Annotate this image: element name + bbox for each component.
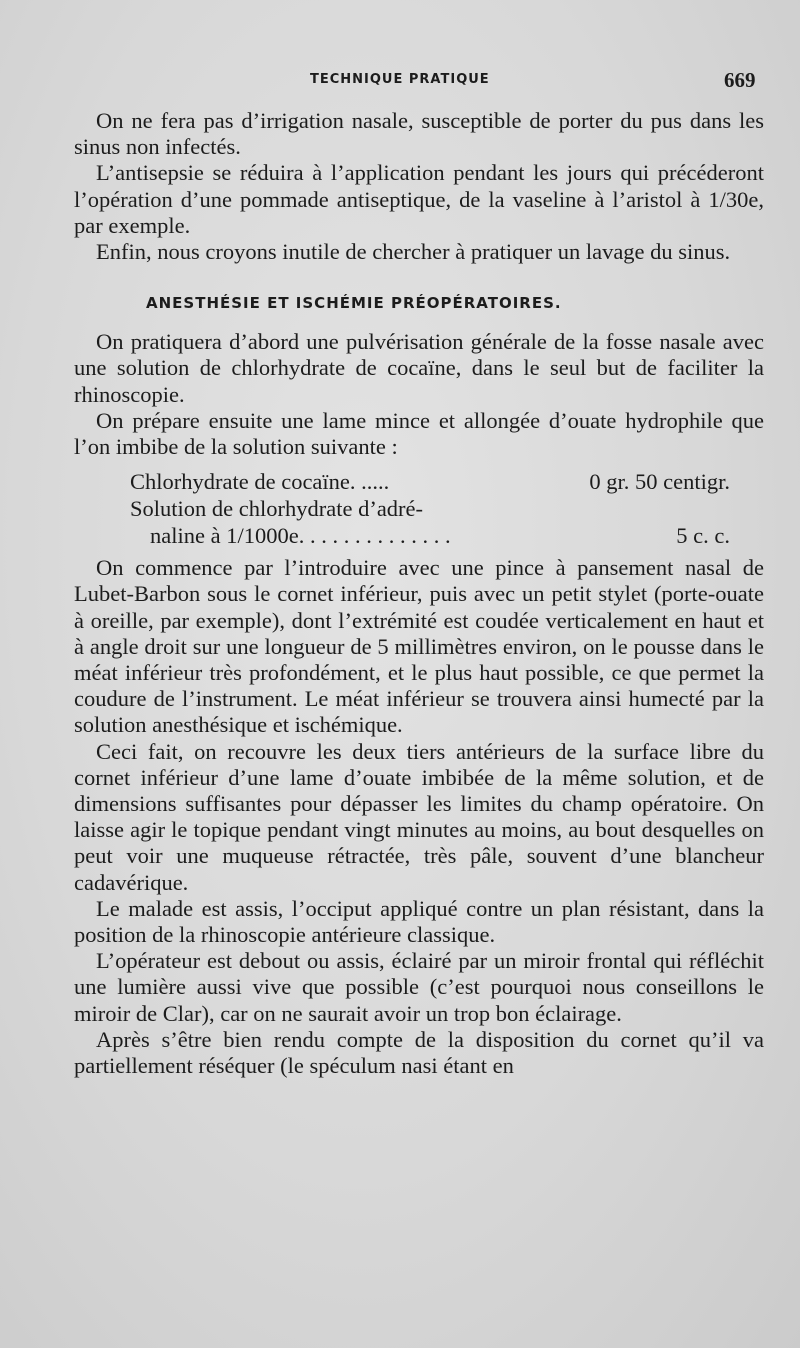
- recipe-line: [130, 468, 730, 495]
- paragraph-recouvrement: Ceci fait, on recouvre les deux tiers antérieurs de la surface libre du cornet inférieur d’une lame d’ouate imbibée de la même solution, et de dimensions suffisantes pour dépasser les limites du champ opératoire. On laisse agir le topique pendant vingt minutes au moins, au bout desquelles on peut voir une muqueuse rétractée, très pâle, souvent d’une blancheur cadavérique.: [74, 738, 764, 895]
- recipe-formula: [130, 468, 730, 549]
- recipe-dose: 5 c. c.: [676, 523, 730, 549]
- page-number: 669: [724, 68, 756, 92]
- running-head: TECHNIQUE PRATIQUE: [310, 72, 490, 87]
- paragraph-irrigation: On ne fera pas d’irrigation nasale, susceptible de porter du pus dans les sinus non infectés.: [74, 108, 764, 160]
- page-header: [0, 68, 800, 94]
- paragraph-preparation: On prépare ensuite une lame mince et allongée d’ouate hydrophile que l’on imbibe de la solution suivante :: [74, 407, 764, 460]
- paragraph-lavage: Enfin, nous croyons inutile de chercher à pratiquer un lavage du sinus.: [96, 239, 731, 265]
- recipe-dose: 0 gr. 50 centigr.: [589, 469, 730, 495]
- recipe-line: [130, 522, 730, 549]
- paragraph-pulverisation: On pratiquera d’abord une pulvérisation générale de la fosse nasale avec une solution de chlorhydrate de cocaïne, dans le seul but de faciliter la rhinoscopie.: [74, 329, 764, 407]
- section-heading: ANESTHÉSIE ET ISCHÉMIE PRÉOPÉRATOIRES.: [146, 294, 562, 313]
- paragraph-position-malade: Le malade est assis, l’occiput appliqué contre un plan résistant, dans la position de la rhinoscopie antérieure classique.: [74, 895, 764, 948]
- paragraph-cornet: Après s’être bien rendu compte de la disposition du cornet qu’il va partiellement réséquer (le spéculum nasi étant en: [74, 1026, 764, 1079]
- recipe-line: [130, 495, 730, 522]
- recipe-ingredient: Solution de chlorhydrate d’adré-: [130, 496, 424, 522]
- recipe-ingredient: Chlorhydrate de cocaïne. .....: [130, 469, 390, 495]
- paragraph-antisepsie: L’antisepsie se réduira à l’application pendant les jours qui précéderont l’opération d’une pommade antiseptique, de la vaseline à l’aristol à 1/30e, par exemple.: [74, 160, 764, 238]
- body-text: [74, 108, 764, 1079]
- recipe-ingredient-continued: naline à 1/1000e. . . . . . . . . . . . . .: [150, 523, 451, 549]
- paragraph-introduction: On commence par l’introduire avec une pince à pansement nasal de Lubet-Barbon sous le cornet inférieur, puis avec un petit stylet (porte-ouate à oreille, par exemple), dont l’extrémité est coudée verticalement en haut et à angle droit sur une longueur de 5 millimètres environ, on le pousse dans le méat inférieur très profondément, et le plus haut possible, ce que permet la coudure de l’instrument. Le méat inférieur se trouvera ainsi humecté par la solution anesthésique et ischémique.: [74, 555, 764, 738]
- paragraph-operateur: L’opérateur est debout ou assis, éclairé par un miroir frontal qui réfléchit une lumière aussi vive que possible (c’est pourquoi nous conseillons le miroir de Clar), car on ne saurait avoir un trop bon éclairage.: [74, 948, 764, 1026]
